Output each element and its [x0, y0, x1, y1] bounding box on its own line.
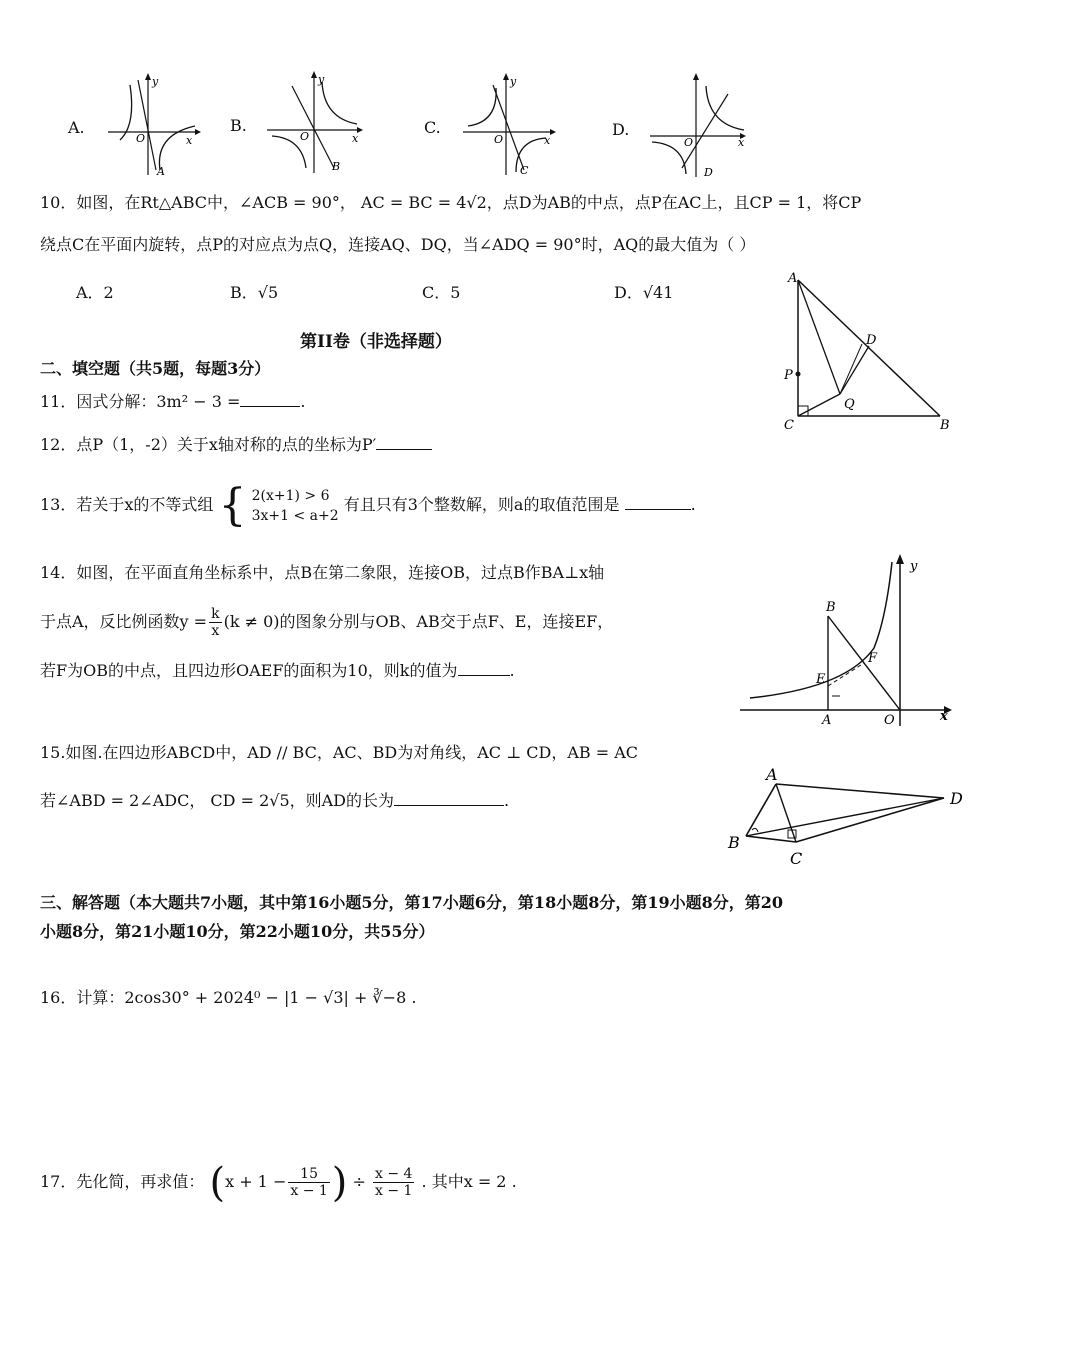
q9-option-a-graph [100, 70, 210, 180]
q14-line3 [40, 660, 515, 682]
q9-option-c-graph [458, 70, 568, 180]
q17-f2-den: x − 1 [375, 1183, 413, 1199]
q9-c-origin-label: O [494, 133, 504, 146]
q9-a-point-label: A [157, 165, 165, 178]
q15-line2 [40, 790, 509, 812]
q10-fig-label-q: Q [844, 397, 855, 412]
q14-line2 [40, 604, 613, 640]
q17-before: 17．先化简，再求值： [40, 1172, 205, 1191]
q17-div: ÷ [352, 1172, 366, 1191]
q14-fig-label-y: y [910, 559, 918, 574]
q15-answer-blank [394, 791, 504, 806]
q17-term: x + 1 − [225, 1172, 287, 1191]
q9-b-point-label: B [332, 160, 341, 173]
q12 [40, 434, 432, 456]
q9-d-point-label: D [704, 166, 713, 179]
q14-fig-label-f: F [868, 651, 878, 666]
q14-answer-blank [458, 661, 510, 676]
q9-c-y-label: y [510, 75, 517, 88]
q14-figure [736, 548, 966, 734]
q17-paren-right: ) [331, 1159, 348, 1206]
q14-fig-label-a: A [822, 713, 832, 728]
q13-brace: { [218, 479, 247, 531]
q13-system [252, 486, 339, 526]
q13-end: . [690, 495, 696, 514]
q15-figure [724, 760, 980, 872]
q13-answer-blank [625, 495, 691, 510]
q15-fig-label-a: A [766, 765, 778, 784]
q14-frac-num: k [211, 606, 220, 622]
section2-title: 二、填空题（共5题，每题3分） [40, 359, 271, 378]
q10-figure [776, 266, 976, 438]
q13 [40, 480, 696, 530]
q10-option-a: A．2 [76, 283, 114, 302]
q17-fraction-2 [373, 1166, 414, 1199]
q10-fig-label-d: D [866, 333, 877, 348]
q14-line3-text: 若F为OB的中点，且四边形OAEF的面积为10，则k的值为 [40, 661, 458, 680]
q9-a-y-label: y [152, 75, 159, 88]
q12-answer-blank [376, 435, 432, 450]
part2-title: 第II卷（非选择题） [300, 332, 452, 352]
q13-ineq1: 2(x+1) > 6 [251, 487, 330, 504]
q10-fig-label-p: P [784, 368, 793, 383]
q9-b-y-label: y [318, 73, 325, 86]
q14-fig-label-b: B [826, 600, 836, 615]
q17-after: . 其中x = 2 . [421, 1172, 517, 1191]
q12-text: 12．点P（1，-2）关于x轴对称的点的坐标为P′ [40, 435, 377, 454]
q13-before: 13．若关于x的不等式组 [40, 495, 214, 514]
q9-a-origin-label: O [136, 132, 146, 145]
q10-fig-label-c: C [784, 418, 794, 433]
q15-fig-label-d: D [950, 789, 963, 808]
q9-option-c-label: C. [424, 118, 441, 137]
q15-line2-text: 若∠ABD = 2∠ADC， CD = 2√5，则AD的长为 [40, 791, 395, 810]
q10-option-c: C．5 [422, 283, 461, 302]
q9-b-x-label: x [352, 132, 359, 145]
q11 [40, 391, 305, 413]
q14-line2-b: (k ≠ 0)的图象分别与OB、AB交于点F、E，连接EF， [223, 612, 614, 631]
q9-b-origin-label: O [300, 130, 310, 143]
q9-d-origin-label: O [684, 136, 694, 149]
q17-fraction-1 [288, 1166, 329, 1199]
q17-paren-left: ( [209, 1159, 226, 1206]
q14-end: . [509, 661, 515, 680]
q14-frac-den: x [211, 623, 220, 639]
q17 [40, 1156, 517, 1208]
q9-c-point-label: C [520, 164, 529, 177]
q10-option-b: B．√5 [230, 283, 279, 302]
q17-f1-den: x − 1 [290, 1183, 328, 1199]
q17-f2-num: x − 4 [375, 1166, 413, 1182]
q9-option-a-label: A. [68, 118, 85, 137]
q10-line2: 绕点C在平面内旋转，点P的对应点为点Q，连接AQ、DQ，当∠ADQ = 90°时，AQ的最大值为（ ） [40, 235, 756, 254]
q9-d-x-label: x [738, 136, 745, 149]
q10-line1: 10．如图，在Rt△ABC中，∠ACB = 90°， AC = BC = 4√2，点D为AB的中点，点P在AC上，且CP = 1，将CP [40, 193, 862, 212]
q14-fig-label-e: E [816, 672, 826, 687]
q9-option-b-label: B. [230, 116, 247, 135]
q16: 16．计算：2cos30° + 2024⁰ − |1 − √3| + ∛−8 . [40, 988, 417, 1007]
q9-option-b-graph [262, 68, 372, 180]
q9-option-d-graph [648, 72, 760, 182]
q14-fraction [209, 606, 221, 639]
q14-fig-label-o: O [884, 713, 895, 728]
q15-fig-label-b: B [728, 833, 740, 852]
q10-option-d: D．√41 [614, 283, 674, 302]
q9-c-x-label: x [544, 134, 551, 147]
q11-text: 11．因式分解：3m² − 3 = [40, 392, 241, 411]
q11-end: . [300, 392, 306, 411]
q15-line1: 15.如图.在四边形ABCD中，AD // BC，AC、BD为对角线，AC ⊥ CD，AB = AC [40, 743, 639, 762]
section3-line1: 三、解答题（本大题共7小题，其中第16小题5分，第17小题6分，第18小题8分，第19小题8分，第20 [40, 893, 783, 912]
q9-option-d-label: D. [612, 120, 630, 139]
q15-fig-label-c: C [790, 849, 803, 868]
q13-ineq2: 3x+1 < a+2 [251, 507, 339, 524]
q15-end: . [504, 791, 510, 810]
q9-a-x-label: x [186, 134, 193, 147]
q14-line1: 14．如图，在平面直角坐标系中，点B在第二象限，连接OB，过点B作BA⊥x轴 [40, 563, 605, 582]
q14-fig-label-x: x [940, 709, 948, 724]
q10-fig-label-b: B [940, 418, 950, 433]
q10-fig-label-a: A [788, 271, 798, 286]
section3-line2: 小题8分，第21小题10分，第22小题10分，共55分） [40, 922, 435, 941]
q13-after: 有且只有3个整数解，则a的取值范围是 [343, 495, 620, 514]
q17-f1-num: 15 [288, 1166, 329, 1183]
q14-line2-a: 于点A，反比例函数y = [40, 612, 208, 631]
q11-answer-blank [240, 392, 300, 407]
